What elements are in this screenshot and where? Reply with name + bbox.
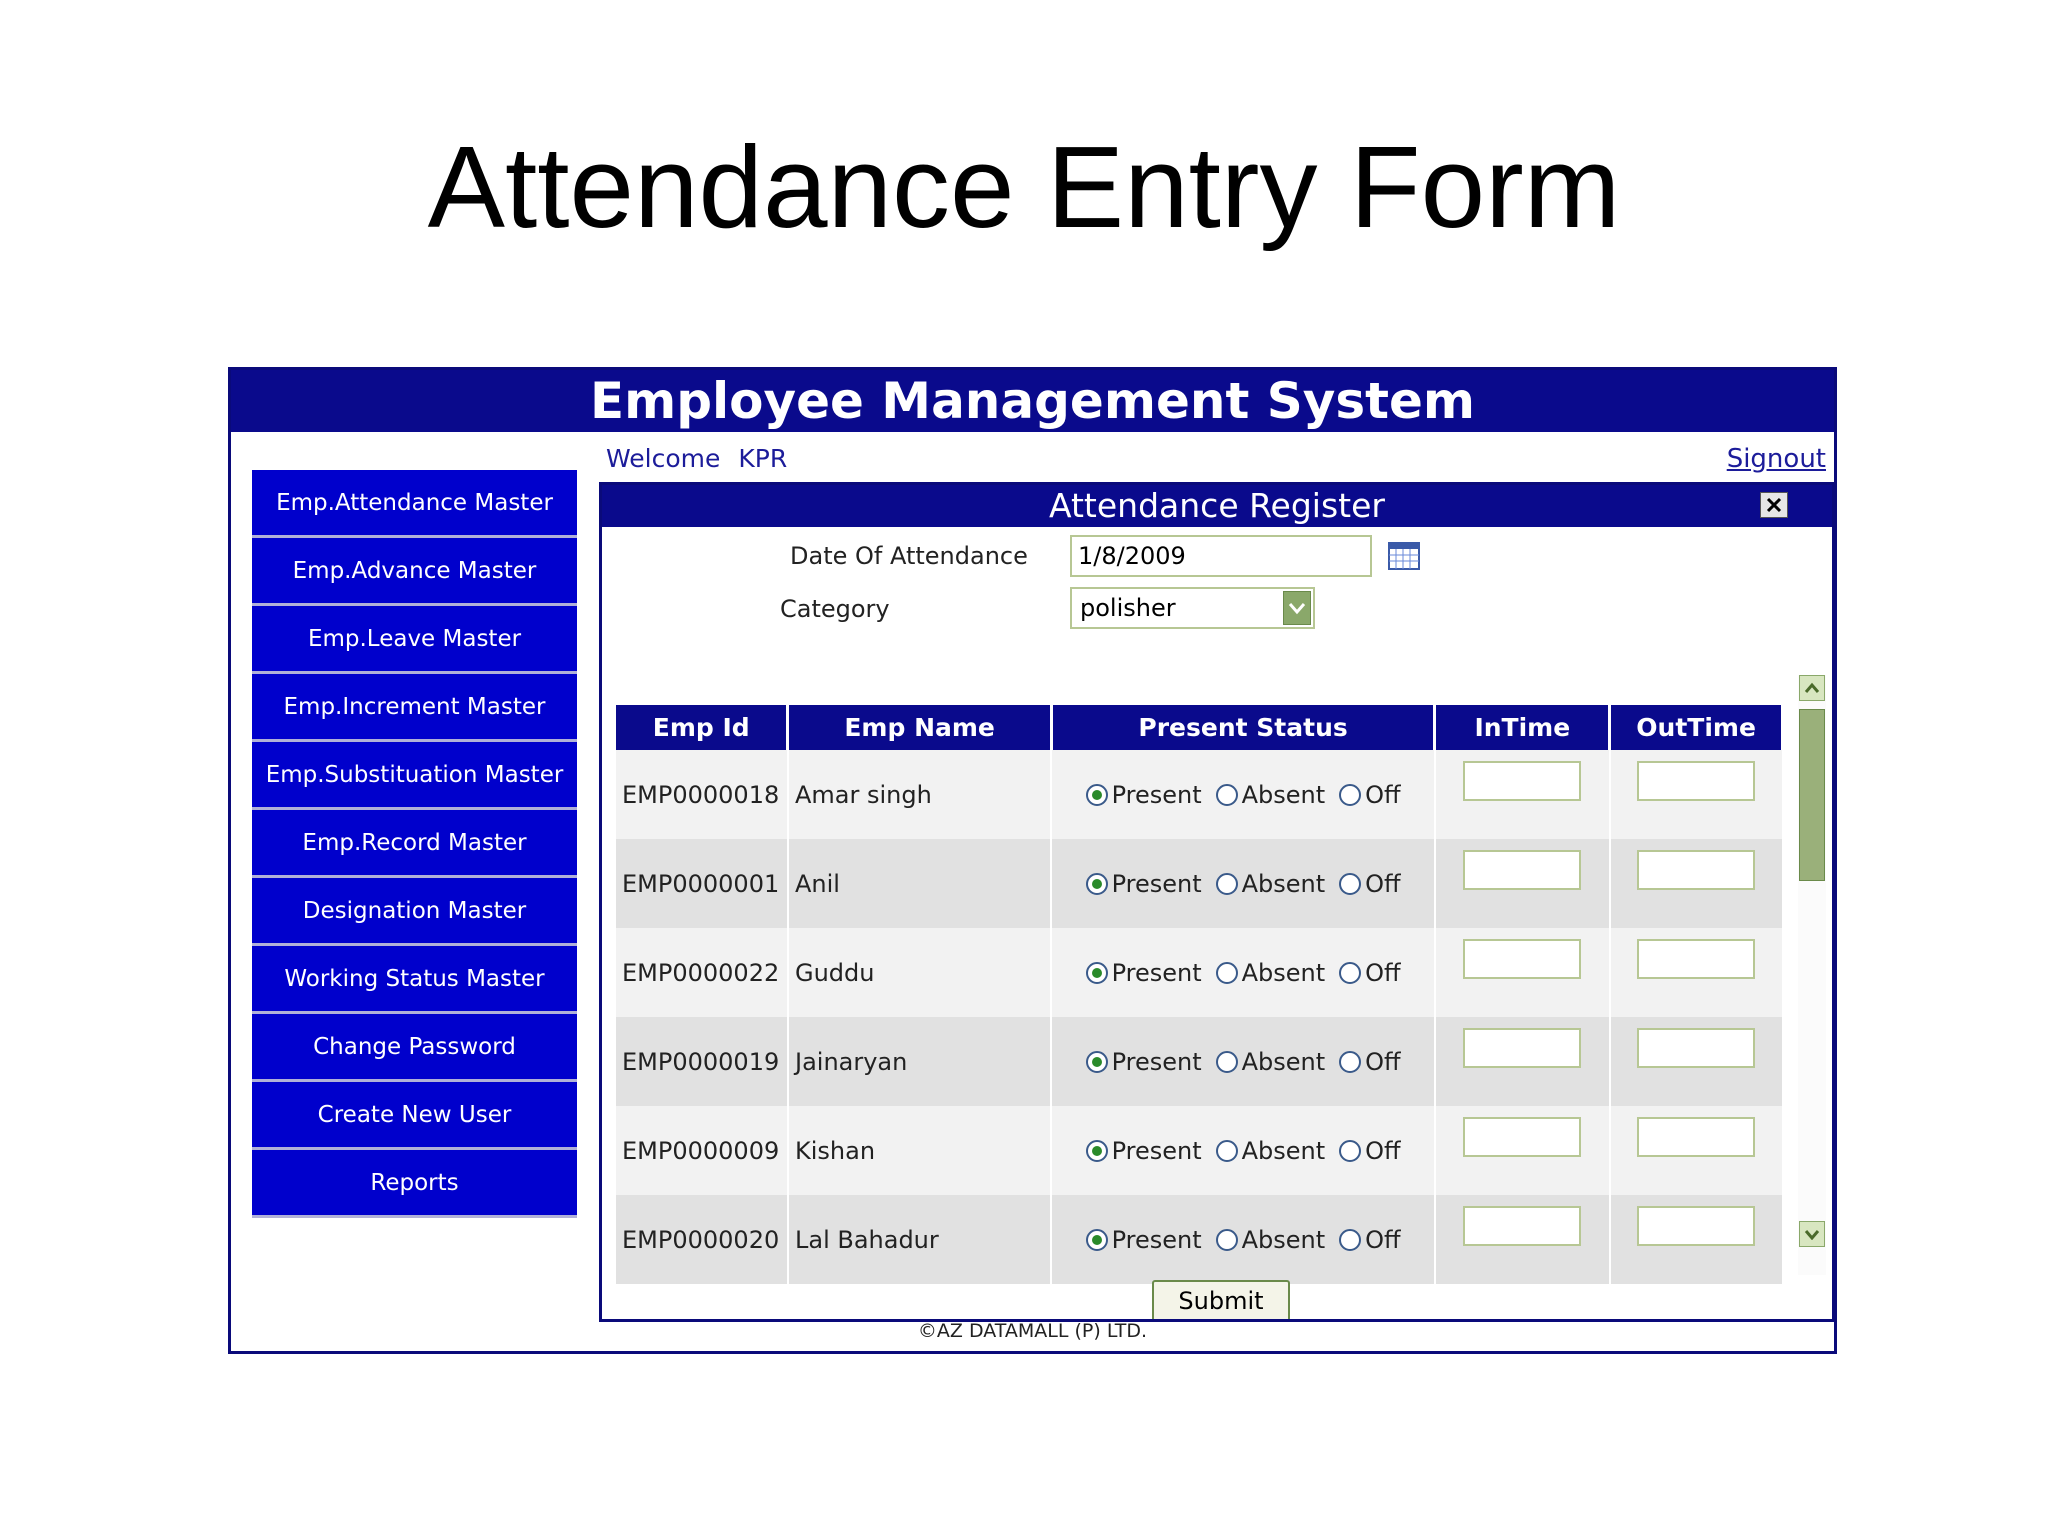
intime-input[interactable] bbox=[1463, 939, 1581, 979]
intime-cell bbox=[1435, 928, 1610, 1017]
sidebar bbox=[252, 470, 577, 1218]
sidebar-item-reports[interactable]: Reports bbox=[252, 1150, 577, 1218]
radio-label: Present bbox=[1111, 869, 1202, 898]
sidebar-item-increment-master[interactable]: Emp.Increment Master bbox=[252, 674, 577, 742]
status-radio-absent[interactable] bbox=[1216, 959, 1326, 987]
radio-label: Off bbox=[1365, 1047, 1401, 1076]
radio-button[interactable] bbox=[1086, 873, 1108, 895]
present-status-cell bbox=[1051, 839, 1435, 928]
sidebar-item-create-new-user[interactable]: Create New User bbox=[252, 1082, 577, 1150]
category-dropdown-button[interactable] bbox=[1283, 591, 1311, 625]
radio-button[interactable] bbox=[1216, 873, 1238, 895]
intime-input[interactable] bbox=[1463, 850, 1581, 890]
emp-name-cell: Guddu bbox=[788, 928, 1051, 1017]
status-radio-group bbox=[1058, 1048, 1428, 1076]
chevron-down-icon bbox=[1804, 1228, 1820, 1240]
emp-id-cell: EMP0000001 bbox=[616, 839, 788, 928]
radio-button[interactable] bbox=[1086, 784, 1108, 806]
radio-button[interactable] bbox=[1216, 784, 1238, 806]
category-value: polisher bbox=[1080, 594, 1176, 622]
radio-label: Off bbox=[1365, 1136, 1401, 1165]
emp-id-cell: EMP0000019 bbox=[616, 1017, 788, 1106]
status-radio-present[interactable] bbox=[1086, 781, 1202, 809]
chevron-up-icon bbox=[1804, 682, 1820, 694]
radio-label: Off bbox=[1365, 780, 1401, 809]
date-label: Date Of Attendance bbox=[790, 542, 1028, 570]
scroll-thumb[interactable] bbox=[1799, 709, 1825, 881]
attendance-grid bbox=[616, 705, 1786, 1322]
intime-cell bbox=[1435, 1106, 1610, 1195]
intime-input[interactable] bbox=[1463, 1028, 1581, 1068]
user-name: KPR bbox=[738, 444, 788, 473]
radio-label: Present bbox=[1111, 958, 1202, 987]
category-label: Category bbox=[780, 595, 890, 623]
radio-button[interactable] bbox=[1086, 1229, 1108, 1251]
status-radio-group bbox=[1058, 781, 1428, 809]
status-radio-off[interactable] bbox=[1339, 1226, 1400, 1254]
table-row bbox=[616, 1195, 1783, 1284]
chevron-down-icon bbox=[1288, 601, 1306, 615]
calendar-icon bbox=[1388, 540, 1420, 570]
present-status-cell bbox=[1051, 1195, 1435, 1284]
submit-button[interactable]: Submit bbox=[1152, 1280, 1290, 1322]
present-status-cell bbox=[1051, 1106, 1435, 1195]
intime-input[interactable] bbox=[1463, 1117, 1581, 1157]
status-radio-present[interactable] bbox=[1086, 1226, 1202, 1254]
slide-title: Attendance Entry Form bbox=[427, 122, 1621, 252]
sidebar-item-leave-master[interactable]: Emp.Leave Master bbox=[252, 606, 577, 674]
date-input[interactable]: 1/8/2009 bbox=[1070, 535, 1372, 577]
present-status-cell bbox=[1051, 750, 1435, 839]
radio-label: Absent bbox=[1241, 1225, 1326, 1254]
intime-cell bbox=[1435, 1195, 1610, 1284]
outtime-cell bbox=[1610, 1195, 1783, 1284]
category-select[interactable] bbox=[1070, 587, 1315, 629]
radio-button[interactable] bbox=[1086, 1051, 1108, 1073]
status-radio-present[interactable] bbox=[1086, 959, 1202, 987]
status-radio-off[interactable] bbox=[1339, 781, 1400, 809]
status-radio-off[interactable] bbox=[1339, 1048, 1400, 1076]
radio-button[interactable] bbox=[1216, 1140, 1238, 1162]
emp-name-cell: Amar singh bbox=[788, 750, 1051, 839]
emp-id-cell: EMP0000020 bbox=[616, 1195, 788, 1284]
status-radio-absent[interactable] bbox=[1216, 870, 1326, 898]
calendar-button[interactable] bbox=[1388, 540, 1420, 570]
radio-button[interactable] bbox=[1216, 1229, 1238, 1251]
status-radio-present[interactable] bbox=[1086, 870, 1202, 898]
table-row bbox=[616, 928, 1783, 1017]
status-radio-off[interactable] bbox=[1339, 870, 1400, 898]
radio-label: Off bbox=[1365, 958, 1401, 987]
outtime-input[interactable] bbox=[1637, 939, 1755, 979]
radio-button[interactable] bbox=[1339, 1051, 1361, 1073]
outtime-cell bbox=[1610, 839, 1783, 928]
welcome-label: Welcome bbox=[606, 444, 721, 473]
signout-link[interactable]: Signout bbox=[1726, 444, 1826, 474]
table-row bbox=[616, 1106, 1783, 1195]
radio-button[interactable] bbox=[1339, 1140, 1361, 1162]
outtime-input[interactable] bbox=[1637, 761, 1755, 801]
table-row bbox=[616, 1017, 1783, 1106]
sidebar-item-working-status-master[interactable]: Working Status Master bbox=[252, 946, 577, 1014]
sidebar-item-designation-master[interactable]: Designation Master bbox=[252, 878, 577, 946]
radio-button[interactable] bbox=[1086, 1140, 1108, 1162]
status-radio-absent[interactable] bbox=[1216, 1226, 1326, 1254]
emp-id-cell: EMP0000018 bbox=[616, 750, 788, 839]
column-header[interactable]: Emp Name bbox=[788, 705, 1051, 750]
emp-name-cell: Lal Bahadur bbox=[788, 1195, 1051, 1284]
status-radio-present[interactable] bbox=[1086, 1048, 1202, 1076]
footer-copyright: ©AZ DATAMALL (P) LTD. bbox=[917, 1320, 1148, 1342]
column-header[interactable]: Emp Id bbox=[616, 705, 788, 750]
radio-button[interactable] bbox=[1339, 873, 1361, 895]
status-radio-off[interactable] bbox=[1339, 1137, 1400, 1165]
column-header[interactable]: OutTime bbox=[1610, 705, 1783, 750]
radio-label: Absent bbox=[1241, 1047, 1326, 1076]
intime-cell bbox=[1435, 1017, 1610, 1106]
status-radio-group bbox=[1058, 1226, 1428, 1254]
radio-label: Off bbox=[1365, 1225, 1401, 1254]
radio-button[interactable] bbox=[1339, 962, 1361, 984]
radio-button[interactable] bbox=[1216, 1051, 1238, 1073]
radio-button[interactable] bbox=[1339, 784, 1361, 806]
intime-input[interactable] bbox=[1463, 1206, 1581, 1246]
outtime-cell bbox=[1610, 1106, 1783, 1195]
column-header[interactable]: Present Status bbox=[1051, 705, 1435, 750]
present-status-cell bbox=[1051, 928, 1435, 1017]
emp-name-cell: Jainaryan bbox=[788, 1017, 1051, 1106]
close-button[interactable] bbox=[1760, 492, 1788, 518]
present-status-cell bbox=[1051, 1017, 1435, 1106]
panel-title: Attendance Register bbox=[602, 485, 1832, 527]
status-radio-group bbox=[1058, 959, 1428, 987]
outtime-cell bbox=[1610, 1017, 1783, 1106]
radio-label: Present bbox=[1111, 780, 1202, 809]
radio-button[interactable] bbox=[1339, 1229, 1361, 1251]
grid-scrollbar[interactable] bbox=[1798, 675, 1826, 1275]
status-radio-group bbox=[1058, 870, 1428, 898]
column-header[interactable]: InTime bbox=[1435, 705, 1610, 750]
status-radio-present[interactable] bbox=[1086, 1137, 1202, 1165]
sidebar-item-record-master[interactable]: Emp.Record Master bbox=[252, 810, 577, 878]
radio-label: Absent bbox=[1241, 958, 1326, 987]
radio-label: Present bbox=[1111, 1225, 1202, 1254]
emp-name-cell: Anil bbox=[788, 839, 1051, 928]
radio-label: Present bbox=[1111, 1047, 1202, 1076]
outtime-cell bbox=[1610, 750, 1783, 839]
sidebar-item-advance-master[interactable]: Emp.Advance Master bbox=[252, 538, 577, 606]
table-row bbox=[616, 839, 1783, 928]
sidebar-item-substituation-master[interactable]: Emp.Substituation Master bbox=[252, 742, 577, 810]
table-row bbox=[616, 750, 1783, 839]
radio-label: Present bbox=[1111, 1136, 1202, 1165]
radio-label: Absent bbox=[1241, 780, 1326, 809]
app-window bbox=[228, 367, 1837, 1354]
radio-button[interactable] bbox=[1086, 962, 1108, 984]
emp-name-cell: Kishan bbox=[788, 1106, 1051, 1195]
outtime-input[interactable] bbox=[1637, 1206, 1755, 1246]
outtime-input[interactable] bbox=[1637, 850, 1755, 890]
status-radio-group bbox=[1058, 1137, 1428, 1165]
outtime-input[interactable] bbox=[1637, 1028, 1755, 1068]
intime-cell bbox=[1435, 839, 1610, 928]
table-header-row bbox=[616, 705, 1783, 750]
outtime-cell bbox=[1610, 928, 1783, 1017]
attendance-register-panel bbox=[599, 482, 1835, 1322]
radio-label: Absent bbox=[1241, 869, 1326, 898]
intime-input[interactable] bbox=[1463, 761, 1581, 801]
scroll-up-button[interactable] bbox=[1799, 675, 1825, 701]
sidebar-item-change-password[interactable]: Change Password bbox=[252, 1014, 577, 1082]
outtime-input[interactable] bbox=[1637, 1117, 1755, 1157]
sidebar-item-attendance-master[interactable]: Emp.Attendance Master bbox=[252, 470, 577, 538]
status-radio-absent[interactable] bbox=[1216, 1048, 1326, 1076]
status-radio-off[interactable] bbox=[1339, 959, 1400, 987]
status-radio-absent[interactable] bbox=[1216, 781, 1326, 809]
emp-id-cell: EMP0000009 bbox=[616, 1106, 788, 1195]
status-radio-absent[interactable] bbox=[1216, 1137, 1326, 1165]
emp-id-cell: EMP0000022 bbox=[616, 928, 788, 1017]
intime-cell bbox=[1435, 750, 1610, 839]
radio-button[interactable] bbox=[1216, 962, 1238, 984]
radio-label: Off bbox=[1365, 869, 1401, 898]
close-icon bbox=[1766, 497, 1782, 513]
welcome-bar bbox=[606, 444, 805, 473]
scroll-down-button[interactable] bbox=[1799, 1221, 1825, 1247]
radio-label: Absent bbox=[1241, 1136, 1326, 1165]
app-title: Employee Management System bbox=[231, 370, 1834, 432]
